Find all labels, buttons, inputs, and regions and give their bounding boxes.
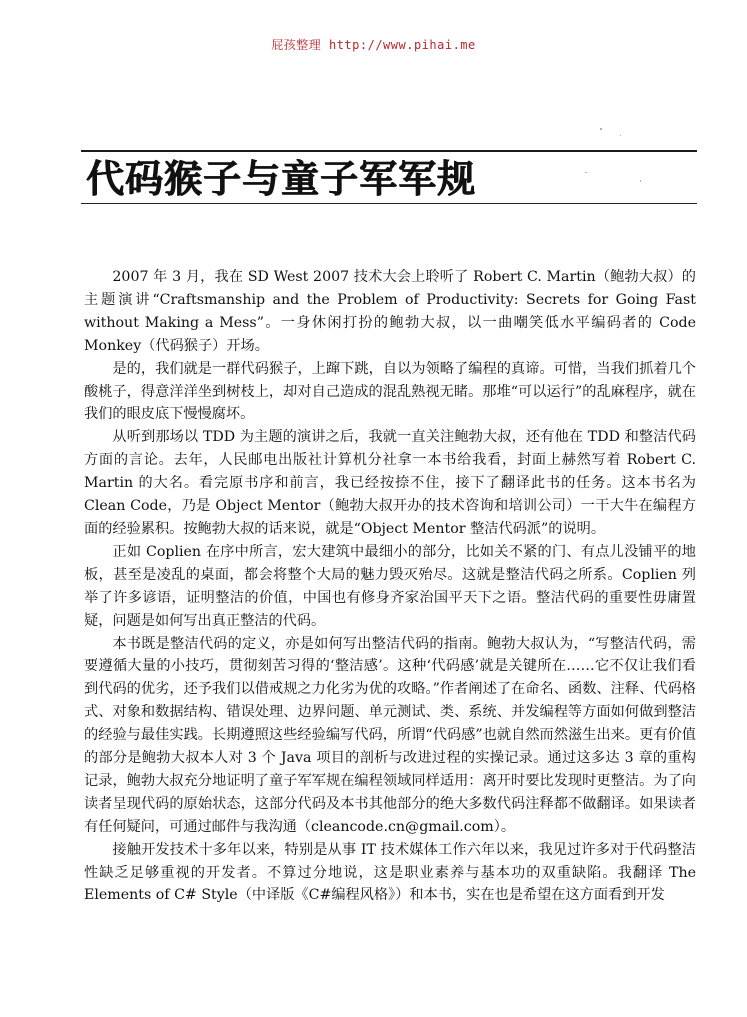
paragraph: 是的，我们就是一群代码猴子，上蹿下跳，自以为领略了编程的真谛。可惜，当我们抓着几个酸桃子，得意洋洋坐到树枝上，却对自己造成的混乱熟视无睹。那堆“可以运行”的乱麻程序，就在我们的眼皮底下慢慢腐坏。 — [84, 360, 696, 423]
paragraph: 本书既是整洁代码的定义，亦是如何写出整洁代码的指南。鲍勃大叔认为，“写整洁代码，需要遵循大量的小技巧，贯彻刻苦习得的‘整洁感’。这种‘代码感’就是关键所在……它不仅让我们看到代码的优劣，还予我们以借戒规之力化劣为优的攻略。”作者阐述了在命名、函数、注释、代码格式、对象和数据结构、错误处理、边界问题、单元测试、类、系统、并发编程等方面如何做到整洁的经验与最佳实践。长期遵照这些经验编写代码，所谓“代码感”也就自然而然滋生出来。更有价值的部分是鲍勃大叔本人对 3 个 Java 项目的剖析与改进过程的实操记录。通过这多达 3 章的重构记录，鲍勃大叔充分地证明了童子军军规在编程领域同样适用：离开时要比发现时更整洁。为了向读者呈现代码的原始状态，这部分代码及本书其他部分的绝大多数代码注释都不做翻译。如果读者有任何疑问，可通过邮件与我沟通（cleancode.cn@gmail.com）。 — [84, 635, 696, 835]
paragraph: 2007 年 3 月，我在 SD West 2007 技术大会上聆听了 Robert C. Martin（鲍勃大叔）的主题演讲“Craftsmanship and the Problem of Productivity: Secrets for Going Fast without Making a Mess”。一身休闲打扮的鲍勃大叔，以一曲嘲笑低水平编码者的 Code Monkey（代码猴子）开场。 — [84, 269, 696, 354]
title-rule-bottom — [81, 203, 697, 204]
title-rule-top — [81, 150, 697, 152]
body-text — [84, 266, 696, 907]
paragraph: 从听到那场以 TDD 为主题的演讲之后，我就一直关注鲍勃大叔，还有他在 TDD 和整洁代码方面的言论。去年，人民邮电出版社计算机分社拿一本书给我看，封面上赫然写着 Robert C. Martin 的大名。看完原书序和前言，我已经按捺不住，接下了翻译此书的任务。这本书名为 Clean Code，乃是 Object Mentor（鲍勃大叔开办的技术咨询和培训公司）一干大牛在编程方面的经验累积。按鲍勃大叔的话来说，就是“Object Mentor 整洁代码派”的说明。 — [84, 429, 696, 537]
paragraph: 正如 Coplien 在序中所言，宏大建筑中最细小的部分，比如关不紧的门、有点儿没铺平的地板，甚至是凌乱的桌面，都会将整个大局的魅力毁灭殆尽。这就是整洁代码之所系。Coplien 列举了许多谚语，证明整洁的价值，中国也有修身齐家治国平天下之语。整洁代码的重要性毋庸置疑，问题是如何写出真正整洁的代码。 — [84, 543, 696, 629]
scan-speck — [600, 128, 602, 130]
scan-speck — [640, 180, 641, 182]
paragraph: 接触开发技术十多年以来，特别是从事 IT 技术媒体工作六年以来，我见过许多对于代码整洁性缺乏足够重视的开发者。不算过分地说，这是职业素养与基本功的双重缺陷。我翻译 The Elements of C# Style（中译版《C#编程风格》）和本书，实在也是希望在这方面看到开发 — [84, 841, 696, 904]
scan-speck — [585, 172, 587, 173]
scan-speck — [620, 135, 621, 136]
watermark: 屁孩整理 http://www.pihai.me — [271, 38, 476, 52]
chapter-title: 代码猴子与童子军军规 — [86, 157, 477, 201]
